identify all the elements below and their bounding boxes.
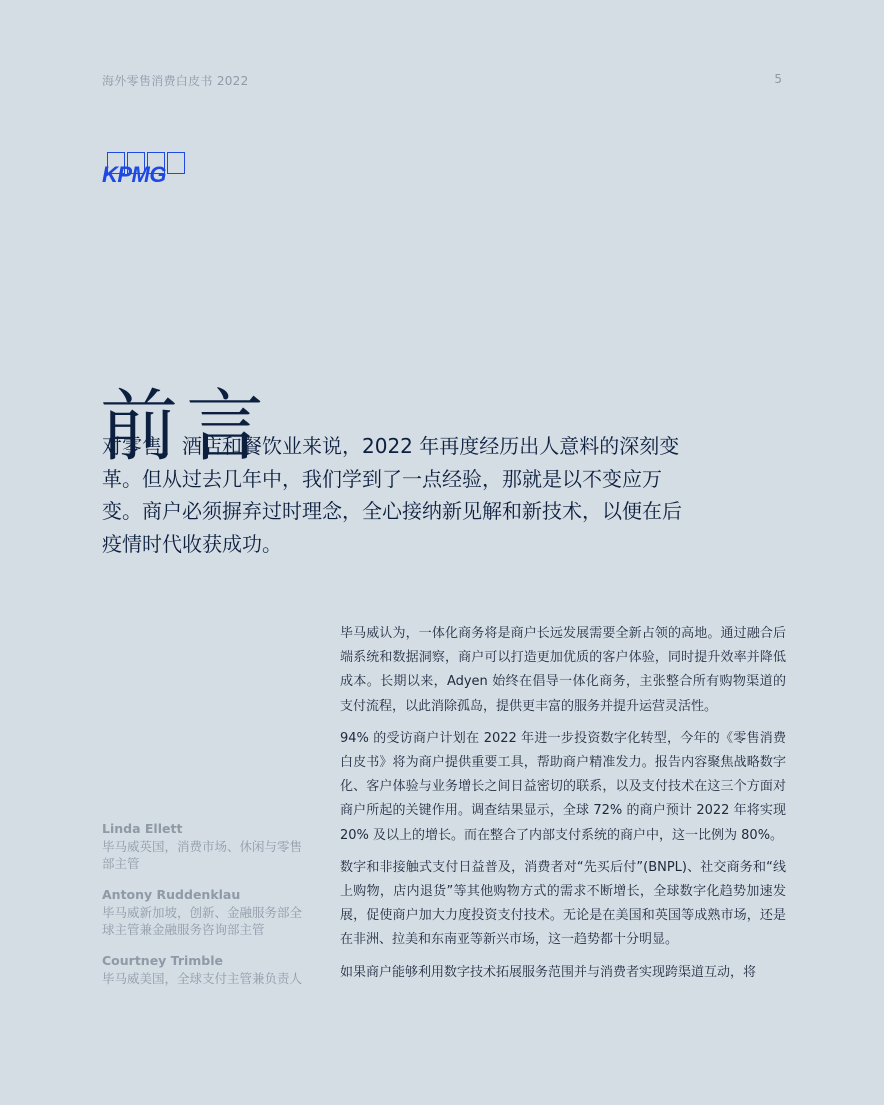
page-number: 5 xyxy=(774,72,782,86)
author-name: Antony Ruddenklau xyxy=(102,887,241,902)
author-role: 毕马威美国，全球支付主管兼负责人 xyxy=(102,971,303,986)
body-text xyxy=(340,622,786,993)
body-paragraph: 如果商户能够利用数字技术拓展服务范围并与消费者实现跨渠道互动，将 xyxy=(340,964,757,980)
page-title: 前言 xyxy=(100,382,273,473)
logo-wordmark: KPMG xyxy=(102,162,166,187)
body-paragraph: 数字和非接触式支付日益普及，消费者对“先买后付”(BNPL)、社交商务和“线上购物，店内退货”等其他购物方式的需求不断增长，全球数字化趋势加速发展，促使商户加大力度投资支付技术。无论是在美国和英国等成熟市场，还是在非洲、拉美和东南亚等新兴市场，这一趋势都十分明显。 xyxy=(340,859,786,948)
authors-list xyxy=(102,820,312,1001)
intro-paragraph: 对零售、酒店和餐饮业来说，2022 年再度经历出人意料的深刻变革。但从过去几年中，我们学到了一点经验，那就是以不变应万变。商户必须摒弃过时理念，全心接纳新见解和新技术，以便在后疫情时代收获成功。 xyxy=(102,434,682,556)
kpmg-logo xyxy=(102,152,192,190)
author-role: 毕马威新加坡，创新、金融服务部全球主管兼金融服务咨询部主管 xyxy=(102,905,303,937)
author-entry xyxy=(102,952,312,987)
author-name: Courtney Trimble xyxy=(102,953,224,968)
author-entry xyxy=(102,820,312,872)
author-entry xyxy=(102,886,312,938)
logo-box xyxy=(167,152,185,174)
author-name: Linda Ellett xyxy=(102,821,183,836)
author-role: 毕马威英国，消费市场、休闲与零售部主管 xyxy=(102,839,303,871)
body-paragraph: 94% 的受访商户计划在 2022 年进一步投资数字化转型，今年的《零售消费白皮书》将为商户提供重要工具，帮助商户精准发力。报告内容聚焦战略数字化、客户体验与业务增长之间日益密切的联系，以及支付技术在这三个方面对商户所起的关键作用。调查结果显示，全球 72% 的商户预计 2022 年将实现 20% 及以上的增长。而在整合了内部支付系统的商户中，这一比例为 80%。 xyxy=(340,730,786,843)
document-title: 海外零售消费白皮书 2022 xyxy=(102,74,249,88)
body-paragraph: 毕马威认为，一体化商务将是商户长远发展需要全新占领的高地。通过融合后端系统和数据洞察，商户可以打造更加优质的客户体验，同时提升效率并降低成本。长期以来，Adyen 始终在倡导一体化商务，主张整合所有购物渠道的支付流程，以此消除孤岛，提供更丰富的服务并提升运营灵活性。 xyxy=(340,626,786,714)
